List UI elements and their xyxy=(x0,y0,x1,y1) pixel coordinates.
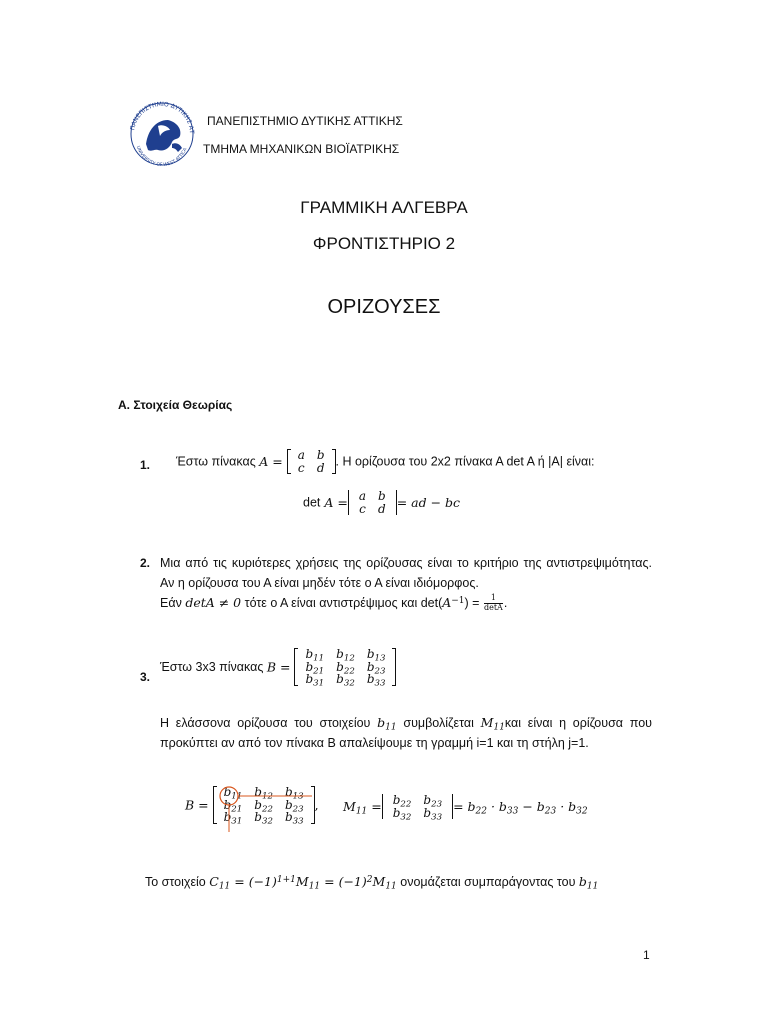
minor-description: Η ελάσσονα ορίζουσα του στοιχείου $b_{11}$ συμβολίζεται $M_{11}\kappa\alpha\iota$ είναι η ορίζουσα που προκύπτει αν από τον πίνακα Β απαλείψουμε τη γραμμή i=1 και τη στήλη j=1. xyxy=(160,715,653,750)
item-2-invertible-line: Εάν detA ≠ 0 τότε ο Α είναι αντιστρέψιμος και $\det(A^{-1})$ = $\frac{1}{\det A}$ . xyxy=(160,593,508,613)
matrix-cell: $b_{33}$ xyxy=(423,805,443,823)
department-name: ΤΜΗΜΑ ΜΗΧΑΝΙΚΩΝ ΒΙΟΪΑΤΡΙΚΗΣ xyxy=(203,142,400,156)
item-2-paragraph xyxy=(160,553,652,613)
matrix-cell: $b_{11}$ xyxy=(223,785,243,802)
matrix-cell: $b_{31}$ xyxy=(223,810,243,827)
matrix-row xyxy=(387,794,448,807)
matrix-cell: $b_{33}$ xyxy=(284,810,304,827)
removal-markers xyxy=(216,786,326,838)
matrix-cell: $b_{12}$ xyxy=(336,647,355,664)
matrix-cell: $b_{32}$ xyxy=(392,805,412,823)
matrix-cell: a xyxy=(297,448,305,462)
matrix-cell: d xyxy=(316,460,325,475)
matrix-b xyxy=(294,647,396,689)
matrix-row xyxy=(292,462,331,475)
cofactor-element: $b_{11}$ xyxy=(578,874,599,892)
matrix-cell: $b_{22}$ xyxy=(254,797,273,815)
det-matrix-a xyxy=(348,490,397,515)
cofactor-line: Το στοιχείο $C_{11} = (-1)^{1+1}M_{11} = (-1)^2M_{11}$ ονομάζεται συμπαράγοντας του $b_{11}$ xyxy=(145,874,599,892)
inverse-det-fraction: $\frac{1}{\det A}$ xyxy=(483,593,503,613)
minor-m11-formula: $M_{11}$ = $b_{22}$ $b_{23}$ $b_{32}$ $b_{33}$ = $b_{22} \cdot b_{33} - b_{23} \cdot b_{32}$ xyxy=(343,793,588,823)
item-2-text: Μια από τις κυριότερες χρήσεις της ορίζουσας είναι το κριτήριο της αντιστρεψιμότητας. Αν η ορίζουσα του Α είναι μηδέν τότε ο Α είναι ιδιόμορφος. xyxy=(160,556,652,590)
item-3-number: 3. xyxy=(140,670,151,684)
minor-rhs: = $b_{22} \cdot b_{33} - b_{23} \cdot b_{32}$ xyxy=(453,799,588,817)
m11-symbol: $M_{11}$ xyxy=(480,715,505,733)
matrix-cell: $b_{22}$ xyxy=(392,793,412,810)
matrix-row xyxy=(299,661,391,674)
matrix-row xyxy=(353,503,392,516)
course-title: ΓΡΑΜΜΙΚΗ ΑΛΓΕΒΡΑ xyxy=(300,198,468,217)
matrix-cell: $b_{23}$ xyxy=(423,793,443,810)
minor-matrix xyxy=(382,793,453,823)
cofactor-formula: $C_{11} = (-1)^{1+1}M_{11} = (-1)^2M_{11}$ xyxy=(209,874,397,892)
matrix-cell: c xyxy=(359,501,366,516)
matrix-cell: c xyxy=(297,460,305,475)
matrix-cell: $b_{21}$ xyxy=(305,659,325,677)
section-title: Α. Στοιχεία Θεωρίας xyxy=(118,398,233,412)
page-number: 1 xyxy=(643,948,650,962)
matrix-row xyxy=(292,449,331,462)
matrix-cell: $b_{32}$ xyxy=(254,810,273,827)
matrix-row xyxy=(387,807,448,820)
matrix-a xyxy=(287,449,336,474)
matrix-b-example: B = $b_{11}$ $b_{12}$ $b_{13}$ $b_{21}$ $b_{22}$ $b_{23}$ $b_{31}$ $b_{32}$ $b_{33}$ , xyxy=(185,785,319,827)
item-1-number: 1. xyxy=(140,458,151,472)
matrix-cell: b xyxy=(378,489,386,503)
matrix-cell: $b_{31}$ xyxy=(305,672,325,689)
matrix-cell: $b_{23}$ xyxy=(284,797,304,815)
matrix-cell: $b_{13}$ xyxy=(366,647,386,664)
matrix-row xyxy=(299,673,391,686)
university-name: ΠΑΝΕΠΙΣΤΗΜΙΟ ΔΥΤΙΚΗΣ ΑΤΤΙΚΗΣ xyxy=(207,114,403,128)
det-2x2-formula: det A = a b c d = ad − bc xyxy=(303,489,461,516)
matrix-cell: $b_{23}$ xyxy=(366,659,386,677)
svg-text:ΠΑΝΕΠΙΣΤΗΜΙΟ ΔΥΤΙΚΗΣ ΑΤΤΙΚΗΣ: ΠΑΝΕΠΙΣΤΗΜΙΟ ΔΥΤΙΚΗΣ ΑΤ xyxy=(129,100,196,134)
matrix-cell: $b_{12}$ xyxy=(254,785,273,802)
item-1-text: Έστω πίνακας A = a b c d . Η ορίζουσα του 2x2 πίνακα Α det A ή |A| είναι: xyxy=(176,448,595,475)
matrix-row xyxy=(353,490,392,503)
svg-text:UNIVERSITY OF WEST ATTICA: UNIVERSITY OF WEST ATTICA xyxy=(134,145,189,168)
matrix-cell: $b_{21}$ xyxy=(223,797,243,815)
topic-title: ΟΡΙΖΟΥΣΕΣ xyxy=(327,296,441,318)
item-3-text: Έστω 3x3 πίνακας B = $b_{11}$ $b_{12}$ $b_{13}$ $b_{21}$ $b_{22}$ $b_{23}$ $b_{31}$ $b_{32}$ $b_{33}$ xyxy=(160,648,396,686)
matrix-cell: a xyxy=(358,489,367,503)
item-2-number: 2. xyxy=(140,556,151,570)
matrix-cell: $b_{11}$ xyxy=(305,647,325,664)
matrix-cell: b xyxy=(316,448,325,462)
matrix-cell: $b_{33}$ xyxy=(366,672,386,689)
b11-symbol: $b_{11}$ xyxy=(377,715,397,733)
matrix-cell: $b_{13}$ xyxy=(284,785,304,802)
matrix-cell: $b_{32}$ xyxy=(336,672,355,689)
matrix-cell: $b_{22}$ xyxy=(336,659,355,677)
university-logo xyxy=(124,100,200,168)
session-title: ΦΡΟΝΤΙΣΤΗΡΙΟ 2 xyxy=(312,234,456,253)
matrix-row xyxy=(299,648,391,661)
matrix-cell: d xyxy=(378,501,386,516)
